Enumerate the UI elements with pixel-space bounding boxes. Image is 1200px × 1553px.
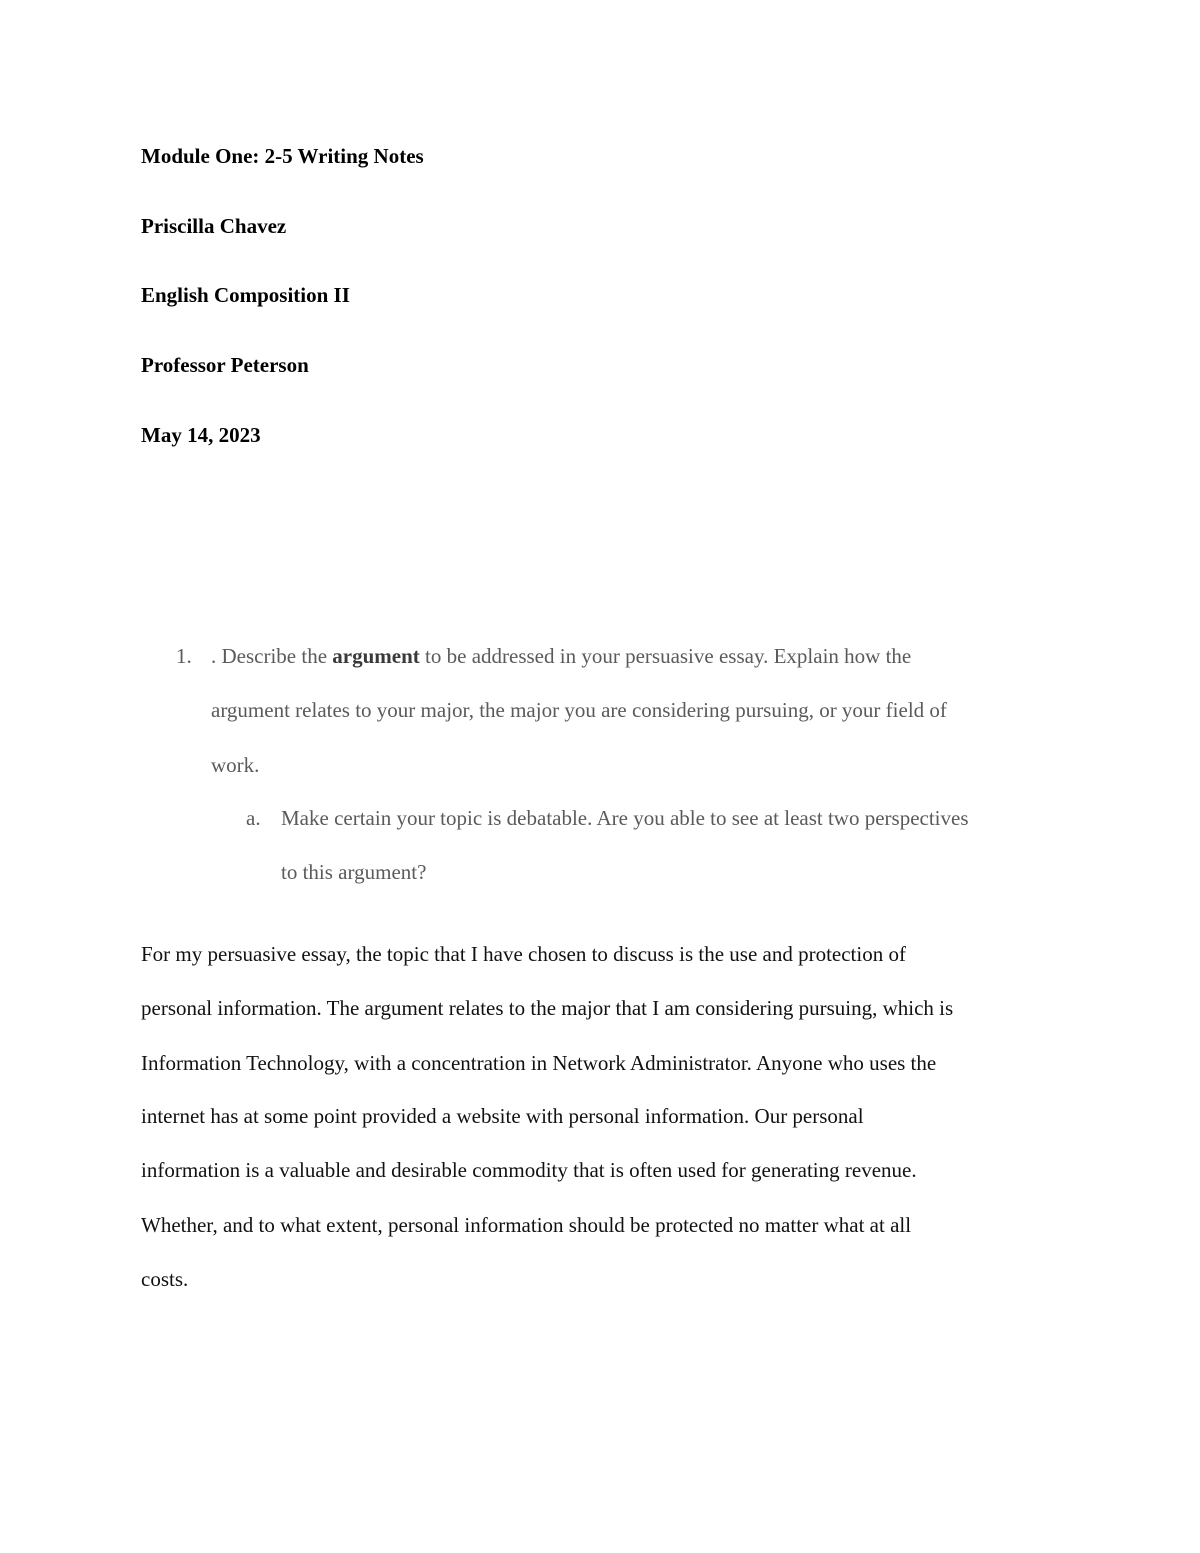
- prompt-subitem-line: Make certain your topic is debatable. Are you able to see at least two perspectives: [281, 806, 969, 830]
- prompt-text-pre: . Describe the: [211, 644, 333, 668]
- paragraph-line: costs.: [141, 1267, 189, 1291]
- prompt-subitem-letter: a.: [246, 806, 261, 830]
- instructor-name: Professor Peterson: [141, 353, 309, 377]
- document-date: May 14, 2023: [141, 423, 261, 447]
- paragraph-line: Information Technology, with a concentration in Network Administrator. Anyone who uses the: [141, 1051, 937, 1075]
- prompt-item-number: 1.: [176, 644, 192, 668]
- paragraph-line: internet has at some point provided a website with personal information. Our personal: [141, 1104, 864, 1128]
- author-name: Priscilla Chavez: [141, 214, 287, 238]
- document-title: Module One: 2-5 Writing Notes: [141, 144, 424, 168]
- course-name: English Composition II: [141, 283, 350, 307]
- prompt-subitem-line: to this argument?: [281, 860, 427, 884]
- prompt-text-post: to be addressed in your persuasive essay. Explain how the: [419, 644, 912, 668]
- prompt-item-line: argument relates to your major, the major you are considering pursuing, or your field of: [211, 698, 947, 722]
- prompt-keyword: argument: [332, 644, 420, 668]
- paragraph-line: For my persuasive essay, the topic that I have chosen to discuss is the use and protection of: [141, 942, 906, 966]
- paragraph-line: information is a valuable and desirable commodity that is often used for generating revenue.: [141, 1158, 917, 1182]
- prompt-item-line: work.: [211, 753, 260, 777]
- prompt-item-line: [211, 644, 911, 668]
- paragraph-line: personal information. The argument relates to the major that I am considering pursuing, which is: [141, 996, 954, 1020]
- paragraph-line: Whether, and to what extent, personal information should be protected no matter what at all: [141, 1213, 912, 1237]
